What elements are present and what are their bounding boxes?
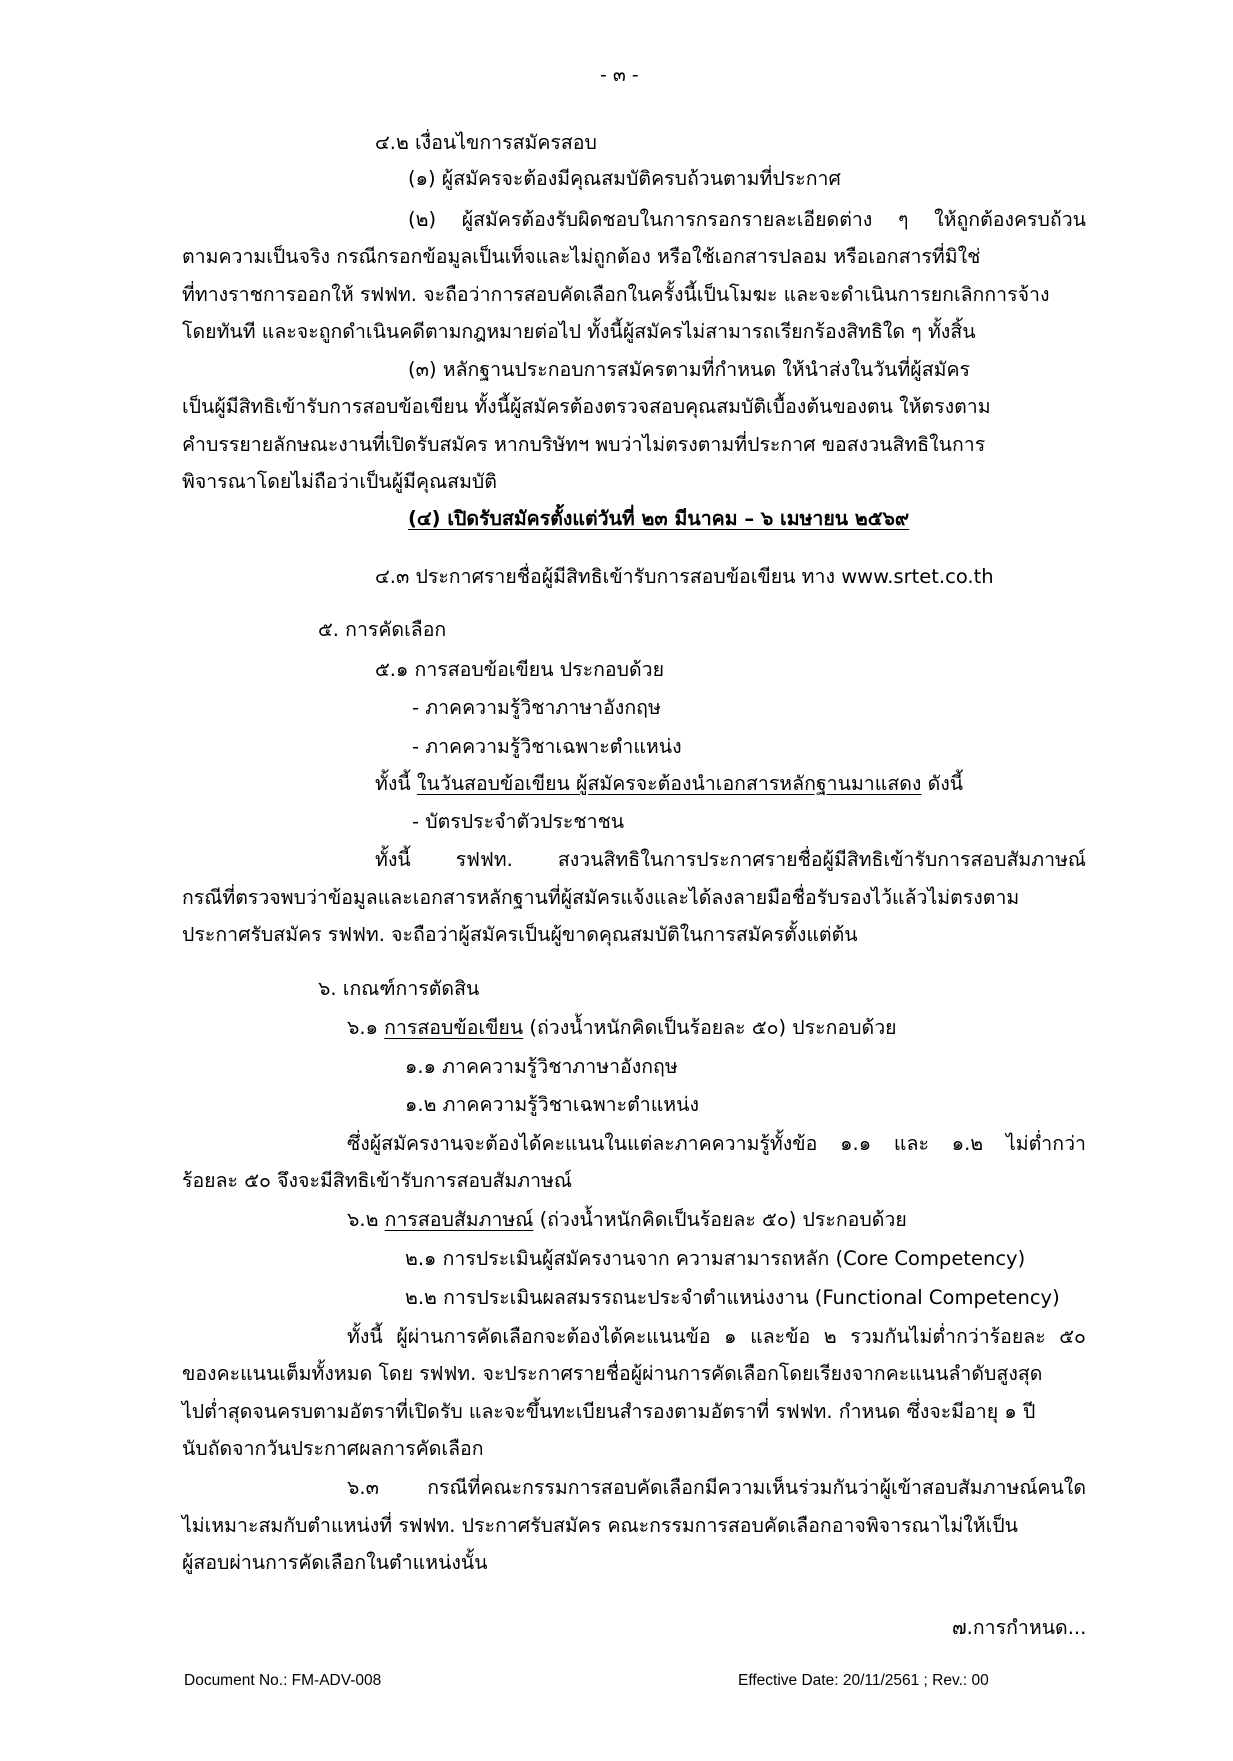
- interview-criteria-line-4: นับถัดจากวันประกาศผลการคัดเลือก: [182, 1437, 484, 1460]
- item-2-1: ๒.๑ การประเมินผู้สมัครงานจาก ความสามารถหลัก (Core Competency): [405, 1247, 1026, 1270]
- exam-day-note-underlined: ในวันสอบข้อเขียน ผู้สมัครจะต้องนำเอกสารหลักฐานมาแสดง: [416, 772, 922, 795]
- section-6-heading: ๖. เกณฑ์การตัดสิน: [318, 977, 480, 1000]
- application-period: (๔) เปิดรับสมัครตั้งแต่วันที่ ๒๓ มีนาคม – ๖ เมษายน ๒๕๖๙: [408, 507, 910, 530]
- reserve-right-line-1: ทั้งนี้ รฟฟท. สงวนสิทธิในการประกาศรายชื่อผู้มีสิทธิเข้ารับการสอบสัมภาษณ์: [375, 848, 1086, 871]
- interview-criteria-line-2: ของคะแนนเต็มทั้งหมด โดย รฟฟท. จะประกาศรายชื่อผู้ผ่านการคัดเลือกโดยเรียงจากคะแนนลำดับสูงสุด: [182, 1362, 1043, 1385]
- bullet-position-knowledge: - ภาคความรู้วิชาเฉพาะตำแหน่ง: [412, 735, 682, 758]
- item-2-2: ๒.๒ การประเมินผลสมรรถนะประจำตำแหน่งงาน (Functional Competency): [405, 1286, 1060, 1309]
- section-6-1-title: การสอบข้อเขียน: [384, 1016, 524, 1039]
- condition-3-line-3: คำบรรยายลักษณะงานที่เปิดรับสมัคร หากบริษัทฯ พบว่าไม่ตรงตามที่ประกาศ ขอสงวนสิทธิในการ: [182, 433, 986, 456]
- condition-3-line-2: เป็นผู้มีสิทธิเข้ารับการสอบข้อเขียน ทั้งนี้ผู้สมัครต้องตรวจสอบคุณสมบัติเบื้องต้นของตน ให้ตรงตาม: [182, 395, 991, 418]
- reserve-right-line-2: กรณีที่ตรวจพบว่าข้อมูลและเอกสารหลักฐานที่ผู้สมัครแจ้งและได้ลงลายมือชื่อรับรองไว้แล้วไม่ตรงตาม: [182, 886, 1020, 909]
- interview-criteria-line-3: ไปต่ำสุดจนครบตามอัตราที่เปิดรับ และจะขึ้นทะเบียนสำรองตามอัตราที่ รฟฟท. กำหนด ซึ่งจะมีอายุ ๑ ปี: [182, 1400, 1036, 1423]
- item-1-2: ๑.๒ ภาคความรู้วิชาเฉพาะตำแหน่ง: [405, 1093, 699, 1116]
- written-criteria-line-1: ซึ่งผู้สมัครงานจะต้องได้คะแนนในแต่ละภาคความรู้ทั้งข้อ ๑.๑ และ ๑.๒ ไม่ต่ำกว่า: [347, 1132, 1086, 1155]
- exam-day-note: [375, 770, 963, 798]
- section-6-1: [347, 1014, 897, 1042]
- item-1-1: ๑.๑ ภาคความรู้วิชาภาษาอังกฤษ: [405, 1055, 678, 1078]
- section-6-2-title: การสอบสัมภาษณ์: [384, 1208, 534, 1231]
- section-6-3-line-2: ไม่เหมาะสมกับตำแหน่งที่ รฟฟท. ประกาศรับสมัคร คณะกรรมการสอบคัดเลือกอาจพิจารณาไม่ให้เป็น: [182, 1514, 1018, 1537]
- section-6-1-rest: (ถ่วงน้ำหนักคิดเป็นร้อยละ ๕๐) ประกอบด้วย: [523, 1016, 897, 1039]
- condition-2-line-1: (๒) ผู้สมัครต้องรับผิดชอบในการกรอกรายละเอียดต่าง ๆ ให้ถูกต้องครบถ้วน: [408, 208, 1086, 231]
- section-6-2: [347, 1206, 907, 1234]
- section-6-1-number: ๖.๑: [347, 1016, 385, 1039]
- section-6-2-number: ๖.๒: [347, 1208, 385, 1231]
- section-6-2-rest: (ถ่วงน้ำหนักคิดเป็นร้อยละ ๕๐) ประกอบด้วย: [533, 1208, 907, 1231]
- condition-2-line-2: ตามความเป็นจริง กรณีกรอกข้อมูลเป็นเท็จและไม่ถูกต้อง หรือใช้เอกสารปลอม หรือเอกสารที่มิใช่: [182, 245, 981, 268]
- condition-2-line-3: ที่ทางราชการออกให้ รฟฟท. จะถือว่าการสอบคัดเลือกในครั้งนี้เป็นโมฆะ และจะดำเนินการยกเลิกการจ้าง: [182, 283, 1050, 306]
- bullet-english: - ภาคความรู้วิชาภาษาอังกฤษ: [412, 696, 661, 719]
- exam-day-note-prefix: ทั้งนี้: [375, 772, 417, 795]
- continuation-note: ๗.การกำหนด...: [952, 1616, 1087, 1639]
- written-criteria-line-2: ร้อยละ ๕๐ จึงจะมีสิทธิเข้ารับการสอบสัมภาษณ์: [182, 1169, 572, 1192]
- condition-2-line-4: โดยทันที และจะถูกดำเนินคดีตามกฎหมายต่อไป ทั้งนี้ผู้สมัครไม่สามารถเรียกร้องสิทธิใด ๆ ทั้งสิ้น: [182, 320, 976, 343]
- page-number: - ๓ -: [600, 64, 639, 86]
- section-4-2-heading: ๔.๒ เงื่อนไขการสมัครสอบ: [375, 131, 597, 154]
- effective-date: Effective Date: 20/11/2561 ; Rev.: 00: [738, 1672, 989, 1689]
- condition-3-line-4: พิจารณาโดยไม่ถือว่าเป็นผู้มีคุณสมบัติ: [182, 470, 497, 493]
- section-6-3-line-1: ๖.๓ กรณีที่คณะกรรมการสอบคัดเลือกมีความเห็นร่วมกันว่าผู้เข้าสอบสัมภาษณ์คนใด: [347, 1476, 1086, 1499]
- section-5-1: ๕.๑ การสอบข้อเขียน ประกอบด้วย: [375, 658, 665, 681]
- exam-day-note-suffix: ดังนี้: [921, 772, 964, 795]
- section-4-3: ๔.๓ ประกาศรายชื่อผู้มีสิทธิเข้ารับการสอบข้อเขียน ทาง www.srtet.co.th: [375, 565, 994, 588]
- condition-3-line-1: (๓) หลักฐานประกอบการสมัครตามที่กำหนด ให้นำส่งในวันที่ผู้สมัคร: [408, 358, 971, 381]
- interview-criteria-line-1: ทั้งนี้ ผู้ผ่านการคัดเลือกจะต้องได้คะแนนข้อ ๑ และข้อ ๒ รวมกันไม่ต่ำกว่าร้อยละ ๕๐: [347, 1325, 1086, 1348]
- condition-1: (๑) ผู้สมัครจะต้องมีคุณสมบัติครบถ้วนตามที่ประกาศ: [408, 167, 841, 190]
- section-5-heading: ๕. การคัดเลือก: [318, 618, 447, 641]
- section-6-3-line-3: ผู้สอบผ่านการคัดเลือกในตำแหน่งนั้น: [182, 1551, 488, 1574]
- document-number: Document No.: FM-ADV-008: [184, 1672, 382, 1689]
- bullet-id-card: - บัตรประจำตัวประชาชน: [412, 810, 625, 833]
- reserve-right-line-3: ประกาศรับสมัคร รฟฟท. จะถือว่าผู้สมัครเป็นผู้ขาดคุณสมบัติในการสมัครตั้งแต่ต้น: [182, 923, 858, 946]
